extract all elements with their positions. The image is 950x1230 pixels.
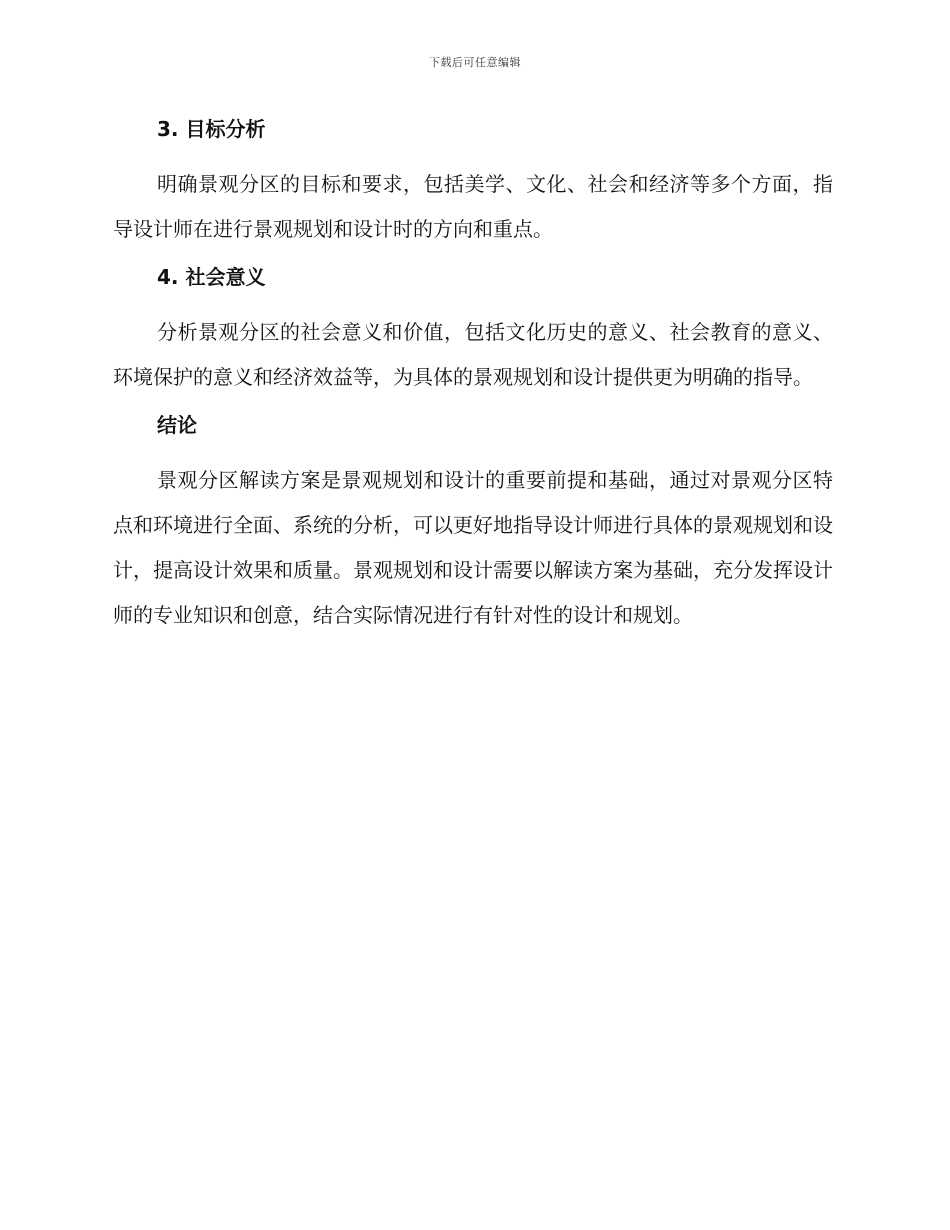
section-heading-target-analysis: 3. 目标分析 bbox=[157, 117, 266, 141]
section-paragraph-target-analysis: 明确景观分区的目标和要求，包括美学、文化、社会和经济等多个方面，指导设计师在进行景观规划和设计时的方向和重点。 bbox=[113, 172, 833, 241]
page-header-note: 下载后可任意编辑 bbox=[429, 56, 521, 69]
section-heading-social-significance: 4. 社会意义 bbox=[157, 265, 266, 289]
section-heading-conclusion: 结论 bbox=[157, 413, 197, 437]
section-paragraph-social-significance: 分析景观分区的社会意义和价值，包括文化历史的意义、社会教育的意义、环境保护的意义和经济效益等，为具体的景观规划和设计提供更为明确的指导。 bbox=[113, 320, 833, 389]
section-paragraph-conclusion: 景观分区解读方案是景观规划和设计的重要前提和基础，通过对景观分区特点和环境进行全面、系统的分析，可以更好地指导设计师进行具体的景观规划和设计，提高设计效果和质量。景观规划和设计需要以解读方案为基础，充分发挥设计师的专业知识和创意，结合实际情况进行有针对性的设计和规划。 bbox=[113, 468, 833, 627]
document-body bbox=[113, 110, 833, 638]
